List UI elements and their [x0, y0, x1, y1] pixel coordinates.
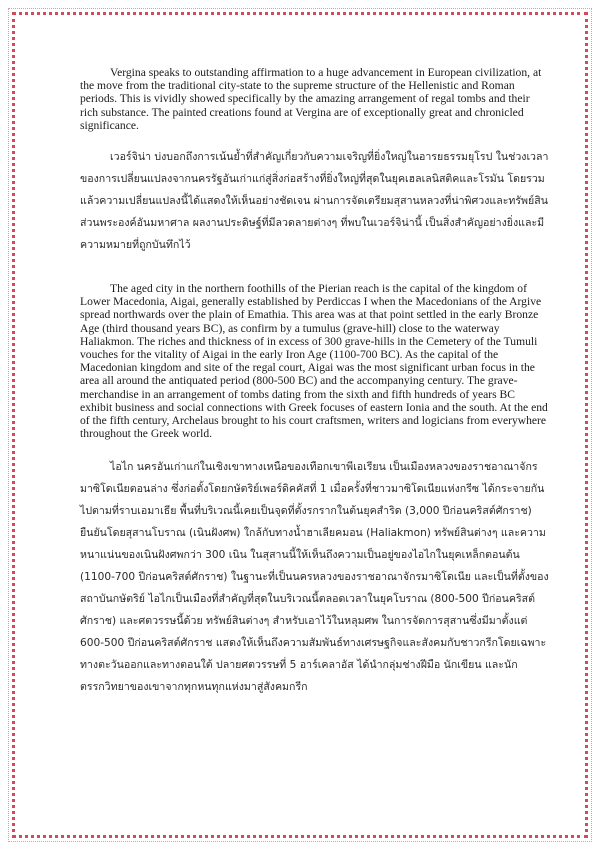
document-body: [80, 66, 550, 720]
paragraph-english-intro: Vergina speaks to outstanding affirmation to a huge advancement in European civilization, at the move from the traditional city-state to the supreme structure of the Hellenistic and Roman periods. This is vividly showed specifically by the amazing arrangement of regal tombs and their rich substance. The painted creations found at Vergina are of exceptionally great and chronicled significance.: [80, 66, 542, 132]
paragraph-thai-intro: เวอร์จิน่า บ่งบอกถึงการเน้นย้ำที่สำคัญเกี่ยวกับความเจริญที่ยิ่งใหญ่ในอารยธรรมยุโรป ในช่วงเวลาของการเปลี่ยนแปลงจากนครรัฐอันเก่าแก่สู่สิ่งก่อสร้างที่ยิ่งใหญ่ที่สุดในยุคเฮลเลนิสติคและโรมัน โดยรวมแล้วความเปลี่ยนแปลงนี้ได้แสดงให้เห็นอย่างชัดเจน ผ่านการจัดเตรียมสุสานหลวงที่น่าพิศวงและทรัพย์สินส่วนพระองค์อันมหาศาล ผลงานประดิษฐ์ที่มีลวดลายต่างๆ ที่พบในเวอร์จิน่านี้ เป็นสิ่งสำคัญอย่างยิ่งและมีความหมายที่ถูกบันทึกไว้: [80, 151, 549, 252]
paragraph-thai-history: ไอไก นครอันเก่าแก่ในเชิงเขาทางเหนือของเทือกเขาพีเอเรียน เป็นเมืองหลวงของราชอาณาจักรมาซิโดเนียตอนล่าง ซึ่งก่อตั้งโดยกษัตริย์เพอร์ดิคคัสที่ 1 เมื่อครั้งที่ชาวมาซิโดเนียแห่งกรีซ ได้กระจายกันไปตามที่ราบเอมาเธีย พื้นที่บริเวณนี้เคยเป็นจุดที่ตั้งรกรากในต้นยุคสำริด (3,000 ปีก่อนคริสต์ศักราช) ยืนยันโดยสุสานโบราณ (เนินฝังศพ) ใกล้กับทางน้ำฮาเลียคมอน (Haliakmon) ทรัพย์สินต่างๆ และความหนาแน่นของเนินฝังศพกว่า 300 เนิน ในสุสานนี้ให้เห็นถึงความเป็นอยู่ของไอไกในยุคเหล็กตอนต้น (1100-700 ปีก่อนคริสต์ศักราช) ในฐานะที่เป็นนครหลวงของราชอาณาจักรมาซิโดเนีย และเป็นที่ตั้งของสถาบันกษัตริย์ ไอไกเป็นเมืองที่สำคัญที่สุดในบริเวณนี้ตลอดเวลาในยุคโบราณ (800-500 ปีก่อนคริสต์ศักราช) และศตวรรษนี้ด้วย ทรัพย์สินต่างๆ สำหรับเอาไว้ในหลุมศพ ในการจัดการสุสานซึ่งมีมาตั้งแต่ 600-500 ปีก่อนคริสต์ศักราช แสดงให้เห็นถึงความสัมพันธ์ทางเศรษฐกิจและสังคมกับชาวกรีกโดยเฉพาะทางตะวันออกและทางตอนใต้ ปลายศตวรรษที่ 5 อาร์เคลาอัส ได้นำกลุ่มช่างฝีมือ นักเขียน และนักตรรกวิทยาของเขาจากทุกหนทุกแห่งมาสู่สังคมกรีก: [80, 461, 549, 694]
paragraph-english-history: The aged city in the northern foothills of the Pierian reach is the capital of the kingdom of Lower Macedonia, Aigai, generally established by Perdiccas I when the Macedonians of the Argive spread northwards over the plain of Emathia. This area was at that point settled in the early Bronze Age (third thousand years BC), as confirm by a tumulus (grave-hill) close to the waterway Haliakmon. The riches and thickness of in excess of 300 grave-hills in the Cemetery of the Tumuli vouches for the vitality of Aigai in the early Iron Age (1100-700 BC). As the capital of the Macedonian kingdom and site of the regal court, Aigai was the most significant urban focus in the area all around the antiquated period (800-500 BC) and the accompanying century. The grave-merchandise in an arrangement of tombs dating from the sixth and fifth hundreds of years BC exhibit business and social connections with Greek focuses of eastern Ionia and the south. At the end of the fifth century, Archelaus brought to his court craftsmen, writers and logicians from everywhere throughout the Greek world.: [80, 282, 548, 441]
